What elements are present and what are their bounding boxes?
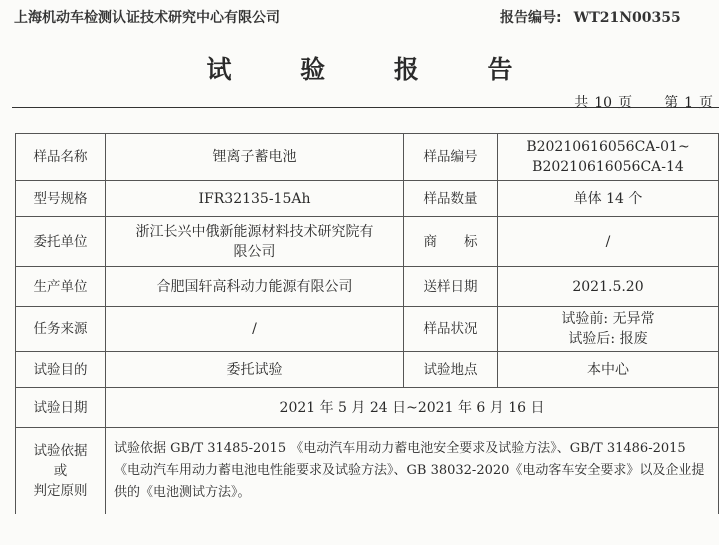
sample-no-line-2: B20210616056CA-14 bbox=[532, 159, 684, 175]
page-prefix: 第 bbox=[664, 95, 679, 111]
sample-no-value bbox=[498, 134, 719, 181]
table-row bbox=[16, 267, 719, 307]
brand-label: 商 标 bbox=[404, 217, 498, 267]
table-row bbox=[16, 134, 719, 181]
sample-name-label: 样品名称 bbox=[16, 134, 106, 181]
sample-no-line-1: B20210616056CA-01~ bbox=[526, 139, 690, 155]
client-value bbox=[106, 217, 404, 267]
total-suffix: 页 bbox=[618, 95, 633, 111]
location-label: 试验地点 bbox=[404, 352, 498, 388]
total-prefix: 共 bbox=[574, 95, 589, 111]
report-number-label: 报告编号: bbox=[500, 10, 562, 26]
table-row bbox=[16, 181, 719, 217]
current-page: 1 bbox=[684, 95, 693, 111]
basis-label-line-1: 试验依据 bbox=[33, 442, 88, 459]
table-row bbox=[16, 388, 719, 428]
status-after: 试验后: 报废 bbox=[568, 331, 648, 347]
report-number-value: WT21N00355 bbox=[573, 10, 681, 26]
page-count bbox=[568, 92, 713, 112]
company-name: 上海机动车检测认证技术研究中心有限公司 bbox=[14, 10, 280, 26]
basis-value: 试验依据 GB/T 31485-2015 《电动汽车用动力蓄电池安全要求及试验方法》、GB/T 31486-2015《电动汽车用动力蓄电池电性能要求及试验方法》、GB 38032-2020《电动客车安全要求》以及企业提供的《电池测试方法》。 bbox=[106, 428, 719, 514]
location-value: 本中心 bbox=[498, 352, 719, 388]
table-row bbox=[16, 217, 719, 267]
quantity-label: 样品数量 bbox=[404, 181, 498, 217]
brand-value: / bbox=[498, 217, 719, 267]
purpose-value: 委托试验 bbox=[106, 352, 404, 388]
delivery-date-value: 2021.5.20 bbox=[498, 267, 719, 307]
task-source-value: / bbox=[106, 307, 404, 352]
sample-status-value bbox=[498, 307, 719, 352]
report-number bbox=[500, 7, 681, 27]
sample-name-value: 锂离子蓄电池 bbox=[106, 134, 404, 181]
page-title: 试 验 报 告 bbox=[206, 55, 543, 84]
task-source-label: 任务来源 bbox=[16, 307, 106, 352]
basis-label-line-3: 判定原则 bbox=[33, 482, 88, 499]
table-row bbox=[16, 352, 719, 388]
sample-status-label: 样品状况 bbox=[404, 307, 498, 352]
header-rule bbox=[12, 107, 719, 108]
test-date-label: 试验日期 bbox=[16, 388, 106, 428]
manufacturer-label: 生产单位 bbox=[16, 267, 106, 307]
client-label: 委托单位 bbox=[16, 217, 106, 267]
sample-no-label: 样品编号 bbox=[404, 134, 498, 181]
status-before: 试验前: 无异常 bbox=[561, 311, 655, 327]
quantity-value: 单体 14 个 bbox=[498, 181, 719, 217]
report-table bbox=[15, 133, 719, 514]
model-label: 型号规格 bbox=[16, 181, 106, 217]
model-value: IFR32135-15Ah bbox=[106, 181, 404, 217]
manufacturer-value: 合肥国轩高科动力能源有限公司 bbox=[106, 267, 404, 307]
client-line-2: 限公司 bbox=[233, 243, 276, 260]
client-line-1: 浙江长兴中俄新能源材料技术研究院有 bbox=[135, 223, 374, 240]
basis-label-line-2: 或 bbox=[53, 462, 68, 479]
total-pages: 10 bbox=[594, 95, 613, 111]
delivery-date-label: 送样日期 bbox=[404, 267, 498, 307]
table-row bbox=[16, 307, 719, 352]
purpose-label: 试验目的 bbox=[16, 352, 106, 388]
basis-label bbox=[16, 428, 106, 514]
test-date-value: 2021 年 5 月 24 日~2021 年 6 月 16 日 bbox=[106, 388, 719, 428]
table-row bbox=[16, 428, 719, 514]
page-suffix: 页 bbox=[699, 95, 713, 111]
